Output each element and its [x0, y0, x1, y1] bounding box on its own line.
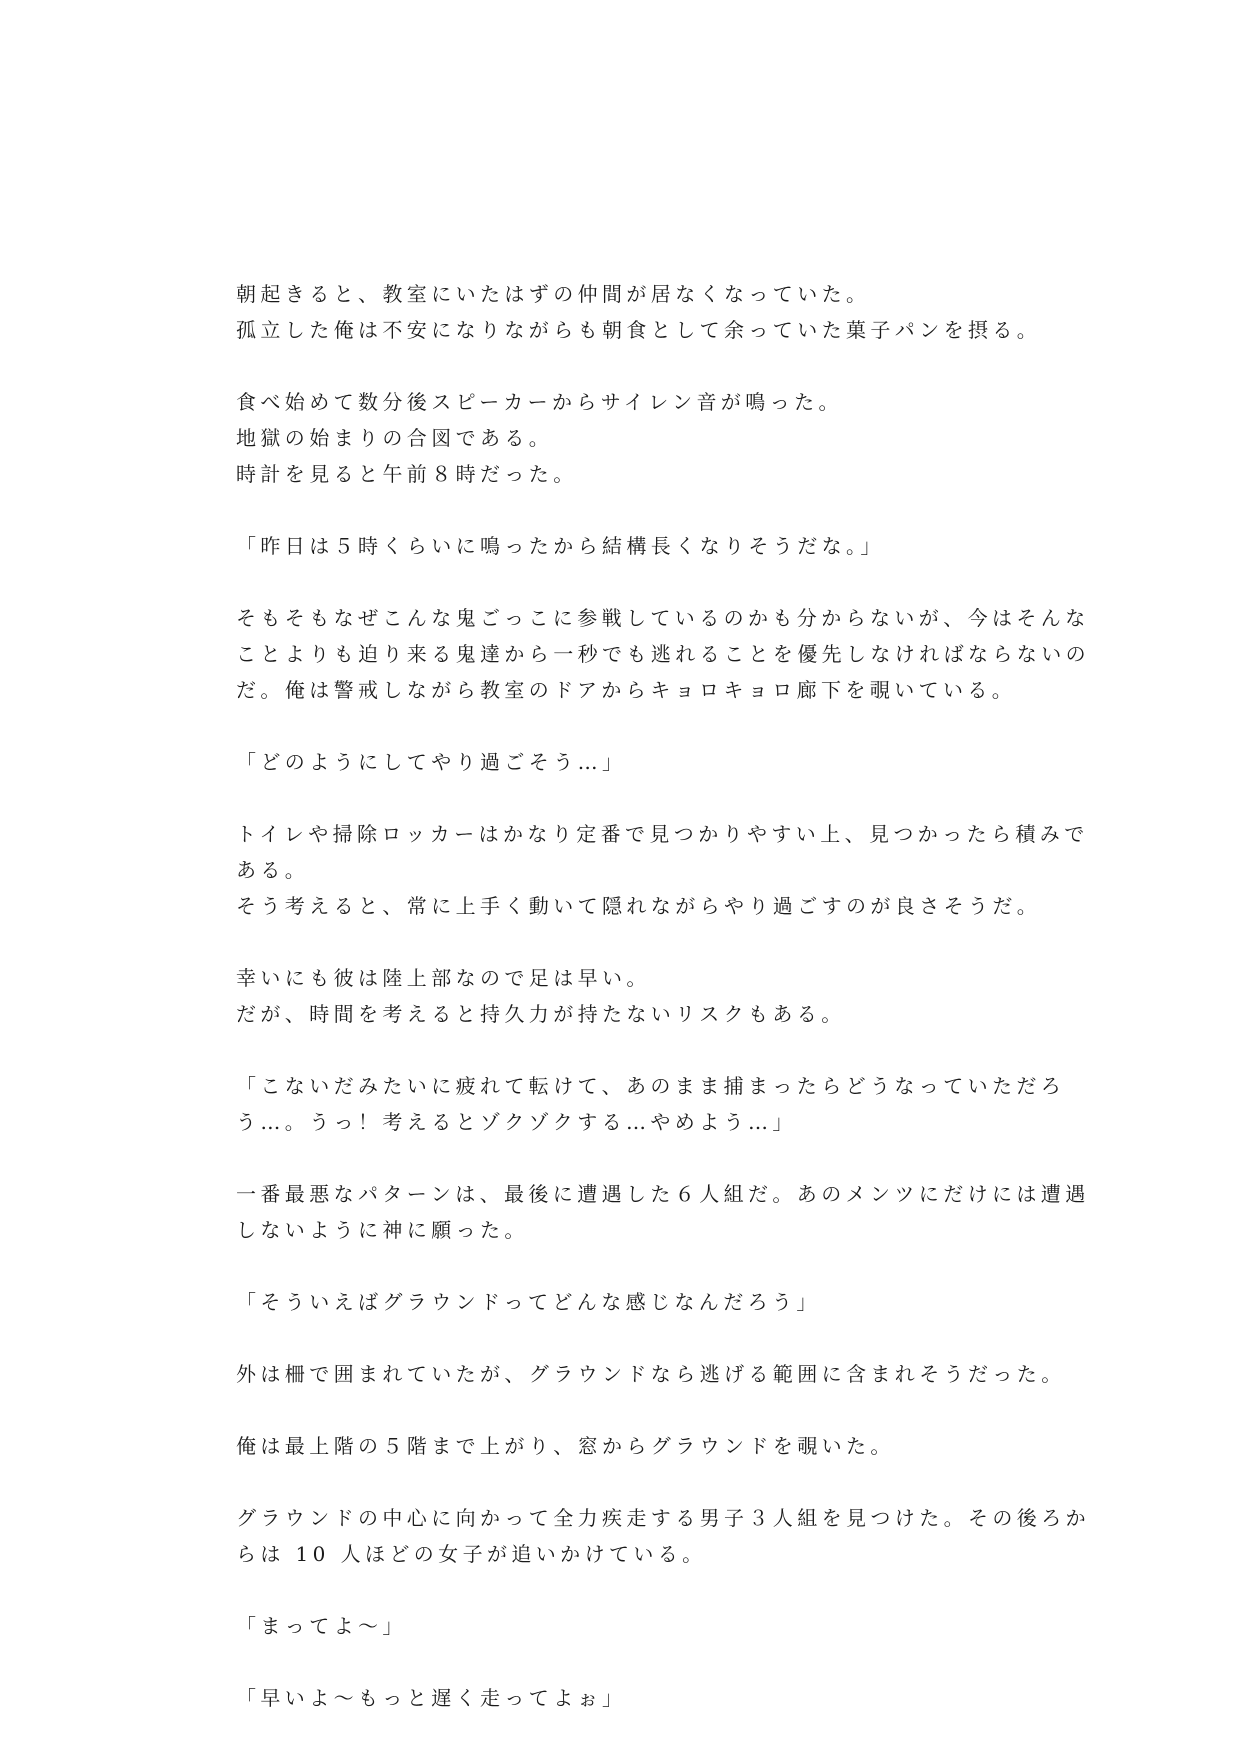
text-line: 時計を見ると午前８時だった。: [236, 462, 578, 486]
text-line: トイレや掃除ロッカーはかなり定番で見つかりやすい上、見つかったら積みで: [236, 822, 1089, 846]
text-line: 「昨日は５時くらいに鳴ったから結構長くなりそうだな。」: [236, 534, 885, 558]
text-line: 食べ始めて数分後スピーカーからサイレン音が鳴った。: [236, 390, 843, 414]
blank-line: [236, 1032, 1016, 1068]
blank-line: [236, 1248, 1016, 1284]
text-line: 「そういえばグラウンドってどんな感じなんだろう」: [236, 1290, 821, 1314]
text-line: しないように神に願った。: [236, 1218, 529, 1242]
text-line: 「早いよ～もっと遅く走ってよぉ」: [236, 1686, 627, 1710]
blank-line: [236, 1464, 1016, 1500]
text-line: 外は柵で囲まれていたが、グラウンドなら逃げる範囲に含まれそうだった。: [236, 1362, 1066, 1386]
text-line: だが、時間を考えると持久力が持たないリスクもある。: [236, 1002, 846, 1026]
text-line: 幸いにも彼は陸上部なので足は早い。: [236, 966, 651, 990]
blank-line: [236, 1572, 1016, 1608]
text-line: グラウンドの中心に向かって全力疾走する男子３人組を見つけた。その後ろか: [236, 1506, 1090, 1530]
blank-line: [236, 1140, 1016, 1176]
text-line: 孤立した俺は不安になりながらも朝食として余っていた菓子パンを摂る。: [236, 318, 1042, 342]
blank-line: [236, 1320, 1016, 1356]
text-line: だ。俺は警戒しながら教室のドアからキョロキョロ廊下を覗いている。: [236, 678, 1017, 702]
blank-line: [236, 492, 1016, 528]
blank-line: [236, 708, 1016, 744]
text-line: 地獄の始まりの合図である。: [236, 426, 554, 450]
text-line: ことよりも迫り来る鬼達から一秒でも逃れることを優先しなければならないの: [236, 642, 1090, 666]
blank-line: [236, 780, 1016, 816]
blank-line: [236, 1392, 1016, 1428]
text-line: 「どのようにしてやり過ごそう…」: [236, 750, 627, 774]
blank-line: [236, 348, 1016, 384]
blank-line: [236, 564, 1016, 600]
text-line: 朝起きると、教室にいたはずの仲間が居なくなっていた。: [236, 282, 871, 306]
text-line: らは 10 人ほどの女子が追いかけている。: [236, 1542, 707, 1566]
text-line: 一番最悪なパターンは、最後に遭遇した６人組だ。あのメンツにだけには遭遇: [236, 1182, 1090, 1206]
text-line: ある。: [236, 858, 310, 882]
text-line: 俺は最上階の５階まで上がり、窓からグラウンドを覗いた。: [236, 1434, 895, 1458]
text-line: う…。うっ！考えるとゾクゾクする…やめよう…」: [236, 1110, 797, 1134]
text-line: 「こないだみたいに疲れて転けて、あのまま捕まったらどうなっていただろ: [236, 1074, 1066, 1098]
text-line: そう考えると、常に上手く動いて隠れながらやり過ごすのが良さそうだ。: [236, 894, 1042, 918]
document-body: [236, 276, 1090, 1716]
blank-line: [236, 1644, 1016, 1680]
blank-line: [236, 924, 1016, 960]
text-line: そもそもなぜこんな鬼ごっこに参戦しているのかも分からないが、今はそんな: [236, 606, 1090, 630]
text-line: 「まってよ～」: [236, 1614, 407, 1638]
